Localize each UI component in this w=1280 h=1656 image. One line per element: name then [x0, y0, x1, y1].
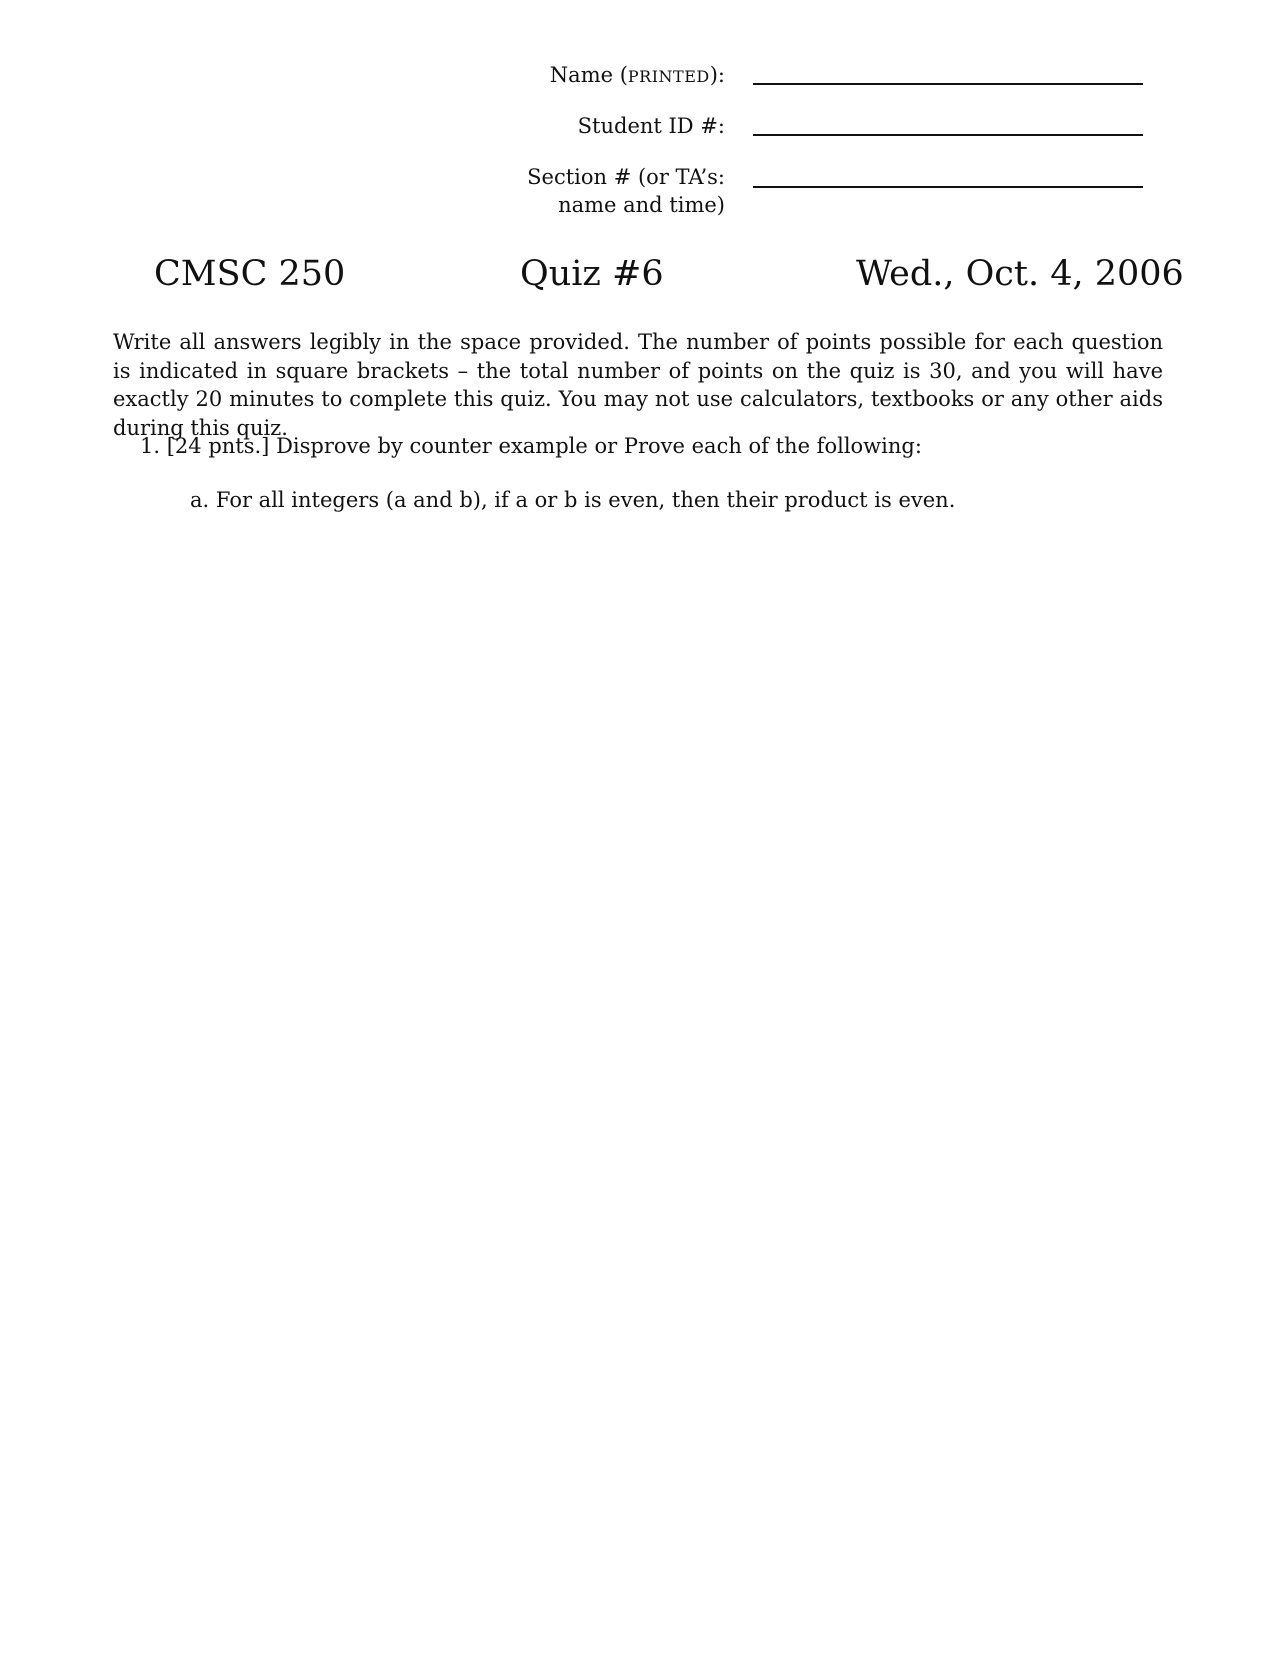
name-field-label: [550, 61, 725, 91]
question-1a-letter: a.: [190, 488, 210, 512]
section-label-line2: name and time): [558, 193, 725, 217]
name-label-main: Name (: [549, 63, 628, 87]
student-id-answer-line[interactable]: [753, 134, 1143, 136]
quiz-date: Wed., Oct. 4, 2006: [856, 254, 1184, 294]
student-id-label: Student ID #:: [577, 114, 725, 138]
name-answer-line[interactable]: [753, 83, 1143, 85]
section-label-line1: Section # (or TA’s:: [527, 165, 725, 189]
quiz-title: Quiz #6: [520, 254, 664, 294]
question-1a: [190, 486, 955, 514]
course-title: CMSC 250: [154, 254, 346, 294]
question-1a-text: For all integers (a and b), if a or b is even, then their product is even.: [215, 488, 956, 512]
section-answer-line[interactable]: [753, 186, 1143, 188]
answer-space[interactable]: [113, 530, 1163, 1610]
instructions-paragraph: Write all answers legibly in the space provided. The number of points possible for each question is indicated in square brackets – the total number of points on the quiz is 30, and you will have exactly 20 minutes to complete this quiz. You may not use calculators, textbooks or any other aids during this quiz.: [113, 330, 1163, 440]
question-1: [140, 432, 922, 460]
question-1-number: 1.: [140, 434, 161, 458]
question-1-text: Disprove by counter example or Prove each of the following:: [276, 434, 922, 458]
question-1-points: [24 pnts.]: [166, 434, 270, 458]
name-label-end: ):: [709, 63, 725, 87]
name-label-printed: PRINTED: [627, 67, 710, 86]
